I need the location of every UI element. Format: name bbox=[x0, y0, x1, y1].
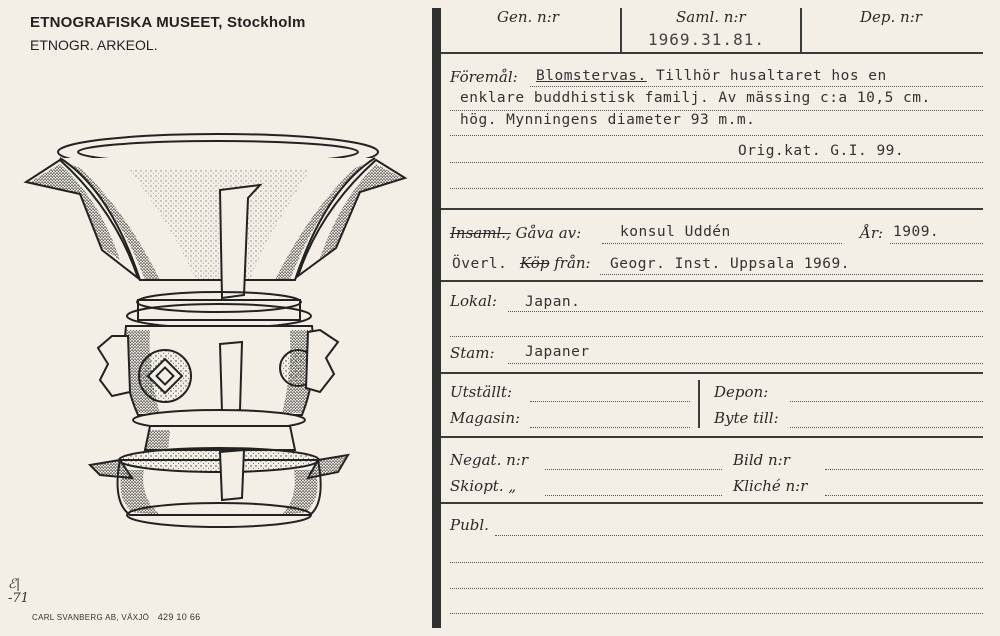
overl-typed: Överl. bbox=[452, 256, 508, 272]
dotted-line bbox=[600, 274, 983, 275]
depon-label: Depon: bbox=[714, 383, 769, 401]
insaml-label: Insaml., bbox=[450, 224, 511, 242]
dotted-line bbox=[530, 427, 690, 428]
kop-label: Köp bbox=[520, 254, 550, 272]
department-label: ETNOGR. ARKEOL. bbox=[30, 37, 158, 53]
printer-name: CARL SVANBERG AB, VÄXJÖ bbox=[32, 613, 150, 622]
fran-label: från: bbox=[554, 254, 591, 272]
dotted-line bbox=[450, 135, 983, 136]
ar-label: År: bbox=[860, 224, 884, 242]
dotted-line bbox=[825, 469, 983, 470]
magasin-label: Magasin: bbox=[450, 409, 521, 427]
dotted-line bbox=[530, 401, 690, 402]
publ-label: Publ. bbox=[450, 516, 489, 534]
stam-label: Stam: bbox=[450, 344, 495, 362]
kop-fran-label bbox=[520, 254, 591, 272]
dotted-line bbox=[450, 188, 983, 189]
header-rule bbox=[441, 52, 983, 54]
bild-label: Bild n:r bbox=[733, 451, 790, 469]
gava-label: Gåva av: bbox=[515, 224, 582, 242]
dotted-line bbox=[450, 613, 983, 614]
dotted-line bbox=[790, 427, 983, 428]
dotted-line bbox=[602, 243, 842, 244]
storage-separator bbox=[698, 380, 700, 428]
dotted-line bbox=[495, 535, 983, 536]
foremal-label: Föremål: bbox=[450, 68, 518, 86]
printer-footer bbox=[32, 612, 200, 622]
foremal-line-2: enklare buddhistisk familj. Av mässing c:a 10,5 cm. bbox=[460, 90, 931, 106]
dotted-line bbox=[450, 336, 983, 337]
byte-till-label: Byte till: bbox=[714, 409, 779, 427]
section-rule bbox=[441, 436, 983, 438]
foremal-line-1 bbox=[536, 68, 887, 84]
dep-nr-label: Dep. n:r bbox=[860, 8, 922, 26]
card-divider bbox=[432, 8, 441, 628]
section-rule bbox=[441, 372, 983, 374]
form-code: 429 10 66 bbox=[157, 612, 201, 622]
lokal-value: Japan. bbox=[525, 294, 581, 310]
top-separator-1 bbox=[620, 8, 622, 52]
utstallt-label: Utställt: bbox=[450, 383, 513, 401]
fran-value: Geogr. Inst. Uppsala 1969. bbox=[610, 256, 850, 272]
foremal-object-name: Blomstervas. bbox=[536, 68, 647, 84]
negat-label: Negat. n:r bbox=[450, 451, 528, 469]
signature-mark: ℰ| bbox=[8, 577, 21, 592]
dotted-line bbox=[825, 495, 983, 496]
section-rule bbox=[441, 280, 983, 282]
dotted-line bbox=[530, 86, 983, 87]
gava-value: konsul Uddén bbox=[620, 224, 731, 240]
saml-nr-value: 1969.31.81. bbox=[648, 30, 765, 49]
skiopt-label: Skiopt. „ bbox=[450, 477, 517, 495]
dotted-line bbox=[450, 110, 983, 111]
dotted-line bbox=[508, 363, 983, 364]
dotted-line bbox=[545, 469, 722, 470]
section-rule bbox=[441, 208, 983, 210]
acquisition-line-1 bbox=[450, 224, 581, 242]
dotted-line bbox=[545, 495, 722, 496]
museum-title: ETNOGRAFISKA MUSEET, bbox=[30, 14, 223, 31]
foremal-line-1-rest: Tillhör husaltaret hos en bbox=[646, 68, 887, 84]
ar-value: 1909. bbox=[893, 224, 940, 240]
foremal-line-4: Orig.kat. G.I. 99. bbox=[738, 143, 905, 159]
dotted-line bbox=[890, 243, 983, 244]
artist-signature bbox=[8, 578, 29, 606]
museum-name bbox=[30, 14, 305, 31]
dotted-line bbox=[450, 562, 983, 563]
foremal-line-3: hög. Mynningens diameter 93 m.m. bbox=[460, 112, 756, 128]
section-rule bbox=[441, 502, 983, 504]
top-separator-2 bbox=[800, 8, 802, 52]
signature-year: -71 bbox=[8, 591, 29, 606]
gen-nr-label: Gen. n:r bbox=[497, 8, 559, 26]
dotted-line bbox=[790, 401, 983, 402]
vase-illustration bbox=[20, 130, 420, 540]
dotted-line bbox=[450, 162, 983, 163]
kliche-label: Kliché n:r bbox=[733, 477, 808, 495]
stam-value: Japaner bbox=[525, 344, 590, 360]
dotted-line bbox=[508, 311, 983, 312]
museum-city: Stockholm bbox=[227, 14, 306, 31]
saml-nr-label: Saml. n:r bbox=[676, 8, 746, 26]
lokal-label: Lokal: bbox=[450, 292, 497, 310]
dotted-line bbox=[450, 588, 983, 589]
